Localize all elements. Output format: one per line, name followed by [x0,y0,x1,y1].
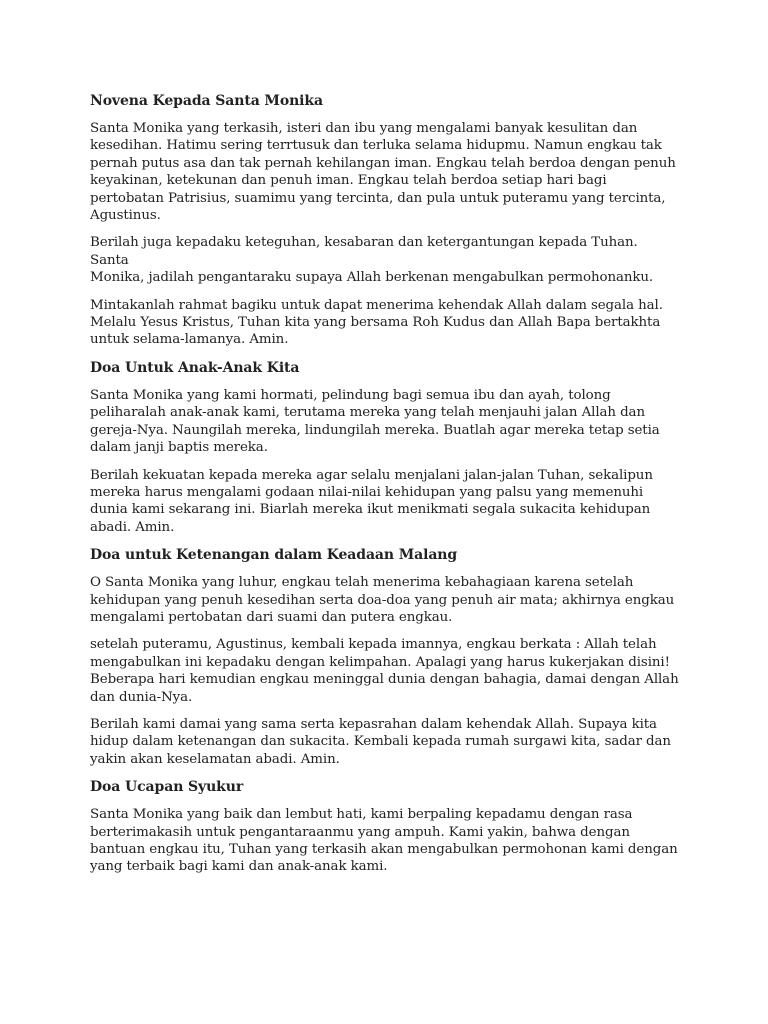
section-title: Doa Ucapan Syukur [90,779,244,796]
paragraph: Berilah kami damai yang sama serta kepasrahan dalam kehendak Allah. Supaya kita hidup dalam ketenangan dan sukacita. Kembali kepada rumah surgawi kita, sadar dan yakin akan keselamatan abadi. Amin. [90,716,671,767]
section-doa-syukur [90,778,680,876]
paragraph: Santa Monika yang baik dan lembut hati, kami berpaling kepadamu dengan rasa berterimakasih untuk pengantaraanmu yang ampuh. Kami yakin, bahwa dengan bantuan engkau itu, Tuhan yang terkasih akan mengabulkan permohonan kami dengan yang terbaik bagi kami dan anak-anak kami. [90,807,678,875]
section-doa-anak [90,359,680,536]
paragraph: Berilah juga kepadaku keteguhan, kesabaran dan ketergantungan kepada Tuhan. Santa Monika, jadilah pengantaraku supaya Allah berkenan mengabulkan permohonanku. [90,235,654,286]
paragraph: Mintakanlah rahmat bagiku untuk dapat menerima kehendak Allah dalam segala hal. Melalu Yesus Kristus, Tuhan kita yang bersama Roh Kudus dan Allah Bapa bertakhta untuk selama-lamanya. Amin. [90,297,663,348]
paragraph: Santa Monika yang terkasih, isteri dan ibu yang mengalami banyak kesulitan dan kesedihan. Hatimu sering terrtusuk dan terluka selama hidupmu. Namun engkau tak pernah putus asa dan tak pernah kehilangan iman. Engkau telah berdoa dengan penuh keyakinan, ketekunan dan penuh iman. Engkau telah berdoa setiap hari bagi pertobatan Patrisius, suamimu yang tercinta, dan pula untuk puteramu yang tercinta, Agustinus. [90,121,676,224]
section-title: Doa untuk Ketenangan dalam Keadaan Malang [90,547,458,564]
section-novena [90,92,680,349]
paragraph: Santa Monika yang kami hormati, pelindung bagi semua ibu dan ayah, tolong peliharalah anak-anak kami, terutama mereka yang telah menjauhi jalan Allah dan gereja-Nya. Naungilah mereka, lindungilah mereka. Buatlah agar mereka tetap setia dalam janji baptis mereka. [90,387,660,456]
section-title: Novena Kepada Santa Monika [90,93,323,109]
paragraph: Berilah kekuatan kepada mereka agar selalu menjalani jalan-jalan Tuhan, sekalipun mereka harus mengalami godaan nilai-nilai kehidupan yang palsu yang memenuhi dunia kami sekarang ini. Biarlah mereka ikut menikmati segala sukacita kehidupan abadi. Amin. [90,467,653,535]
section-doa-ketenangan [90,546,680,768]
section-title: Doa Untuk Anak-Anak Kita [90,359,300,376]
paragraph: setelah puteramu, Agustinus, kembali kepada imannya, engkau berkata : Allah telah mengabulkan ini kepadaku dengan kelimpahan. Apalagi yang harus kukerjakan disini! Beberapa hari kemudian engkau meninggal dunia dengan bahagia, damai dengan Allah dan dunia-Nya. [90,637,679,705]
document-page [90,92,680,886]
paragraph: O Santa Monika yang luhur, engkau telah menerima kebahagiaan karena setelah kehidupan yang penuh kesedihan serta doa-doa yang penuh air mata; akhirnya engkau mengalami pertobatan dari suami dan putera engkau. [90,575,675,625]
